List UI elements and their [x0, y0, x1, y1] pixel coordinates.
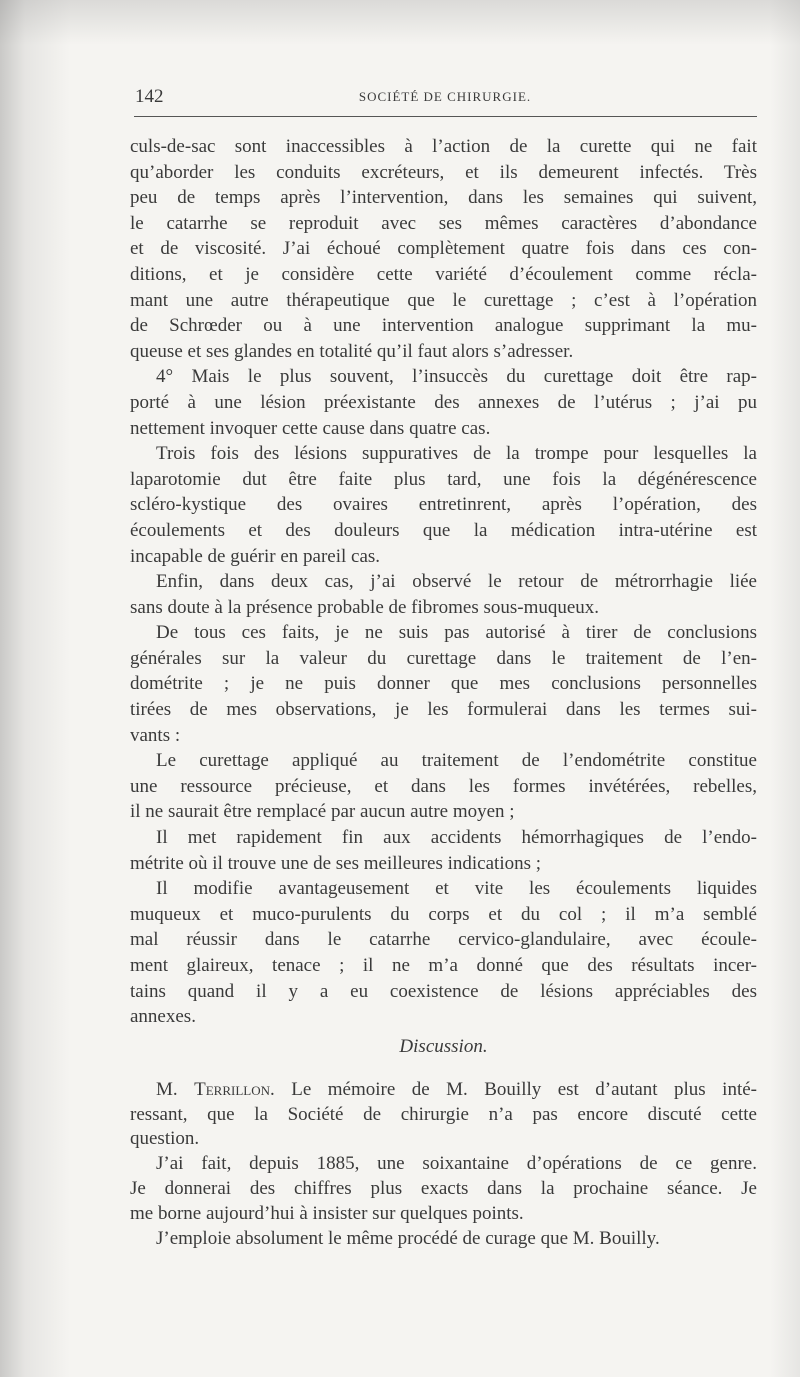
running-title: SOCIÉTÉ DE CHIRURGIE.: [358, 89, 532, 104]
text-line: mal réussir dans le catarrhe cervico-glandulaire, avec écoule-: [130, 929, 757, 951]
text-line: vants :: [130, 724, 181, 746]
paragraph: [130, 441, 757, 569]
discussion-text: [130, 1078, 757, 1252]
text-line: De tous ces faits, je ne suis pas autorisé à tirer de conclusions: [156, 622, 757, 644]
text-line: mant une autre thérapeutique que le curettage ; c’est à l’opération: [130, 289, 757, 311]
text-line: générales sur la valeur du curettage dans le traitement de l’en-: [130, 647, 757, 669]
text-line: et de viscosité. J’ai échoué complètement quatre fois dans ces con-: [130, 238, 757, 260]
text-line: J’ai fait, depuis 1885, une soixantaine d’opérations de ce genre.: [156, 1153, 757, 1175]
text-line: dométrite ; je ne puis donner que mes conclusions personnelles: [130, 673, 757, 695]
text-line: incapable de guérir en pareil cas.: [130, 545, 381, 567]
text-line: métrite où il trouve une de ses meilleures indications ;: [130, 852, 542, 874]
text-line: annexes.: [130, 1006, 196, 1028]
paragraph: [130, 620, 757, 748]
text-line: il ne saurait être remplacé par aucun autre moyen ;: [130, 801, 515, 823]
text-line: Trois fois des lésions suppuratives de la trompe pour lesquelles la: [156, 443, 757, 465]
text-line: porté à une lésion préexistante des annexes de l’utérus ; j’ai pu: [130, 391, 757, 413]
text-line: Il modifie avantageusement et vite les écoulements liquides: [156, 878, 757, 900]
text-line: ditions, et je considère cette variété d’écoulement comme récla-: [130, 263, 757, 285]
text-line: Je donnerai des chiffres plus exacts dans la prochaine séance. Je: [130, 1177, 757, 1199]
text-line: le catarrhe se reproduit avec ses mêmes caractères d’abondance: [130, 212, 757, 234]
text-line: sans doute à la présence probable de fibromes sous-muqueux.: [130, 596, 600, 618]
text-line: de Schrœder ou à une intervention analogue supprimant la mu-: [130, 315, 757, 337]
text-line: tirées de mes observations, je les formulerai dans les termes sui-: [130, 699, 757, 721]
text-line: une ressource précieuse, et dans les formes invétérées, rebelles,: [130, 775, 757, 797]
text-line: question.: [130, 1128, 200, 1150]
text-line: ment glaireux, tenace ; il ne m’a donné que des résultats incer-: [130, 955, 757, 976]
paragraphs: [130, 134, 757, 1030]
text-line: me borne aujourd’hui à insister sur quelques points.: [130, 1202, 524, 1224]
paragraph: [130, 1152, 757, 1226]
paragraph: [130, 569, 757, 620]
text-line: tains quand il y a eu coexistence de lésions appréciables des: [130, 980, 757, 1002]
page-number: 142: [135, 86, 164, 107]
paragraph: [130, 1227, 757, 1252]
header-rule: [134, 116, 757, 117]
paragraph: [130, 1103, 757, 1153]
section-heading: Discussion.: [399, 1035, 488, 1057]
text-line: muqueux et muco-purulents du corps et du col ; il m’a semblé: [130, 903, 757, 925]
text-line: J’emploie absolument le même procédé de curage que M. Bouilly.: [156, 1227, 660, 1249]
line-text: . Le mémoire de M. Bouilly est d’autant plus inté-: [270, 1078, 757, 1100]
paragraph: [130, 364, 757, 441]
text-line: écoulements et des douleurs que la médication intra-utérine est: [130, 519, 757, 541]
speaker-prefix: M.: [156, 1078, 195, 1100]
paragraph: [130, 825, 757, 876]
text-line: Enfin, dans deux cas, j’ai observé le retour de métrorrhagie liée: [156, 571, 757, 593]
paragraph: [130, 748, 757, 825]
body-text: [130, 134, 757, 1251]
paragraph: [130, 134, 757, 364]
text-line: laparotomie dut être faite plus tard, une fois la dégénérescence: [130, 468, 757, 490]
text-line: qu’aborder les conduits excréteurs, et ils demeurent infectés. Très: [130, 161, 757, 183]
text-line: nettement invoquer cette cause dans quatre cas.: [130, 417, 491, 439]
text-line: Le curettage appliqué au traitement de l’endométrite constitue: [156, 750, 757, 772]
discussion-paragraphs: [130, 1103, 757, 1252]
paragraph: [130, 876, 757, 1030]
text-line: ressant, que la Société de chirurgie n’a pas encore discuté cette: [130, 1103, 757, 1125]
text-line: queuse et ses glandes en totalité qu’il faut alors s’adresser.: [130, 340, 574, 362]
text-line: [130, 1078, 757, 1103]
text-line: scléro-kystique des ovaires entretinrent, après l’opération, des: [130, 494, 757, 516]
text-line: Il met rapidement fin aux accidents hémorrhagiques de l’endo-: [156, 827, 757, 849]
text-line: peu de temps après l’intervention, dans les semaines qui suivent,: [130, 187, 757, 209]
text-line: 4° Mais le plus souvent, l’insuccès du curettage doit être rap-: [156, 366, 757, 388]
page-header: [135, 86, 755, 108]
text-line: culs-de-sac sont inaccessibles à l’action de la curette qui ne fait: [130, 136, 757, 157]
speaker-name: Terrillon: [194, 1078, 271, 1100]
